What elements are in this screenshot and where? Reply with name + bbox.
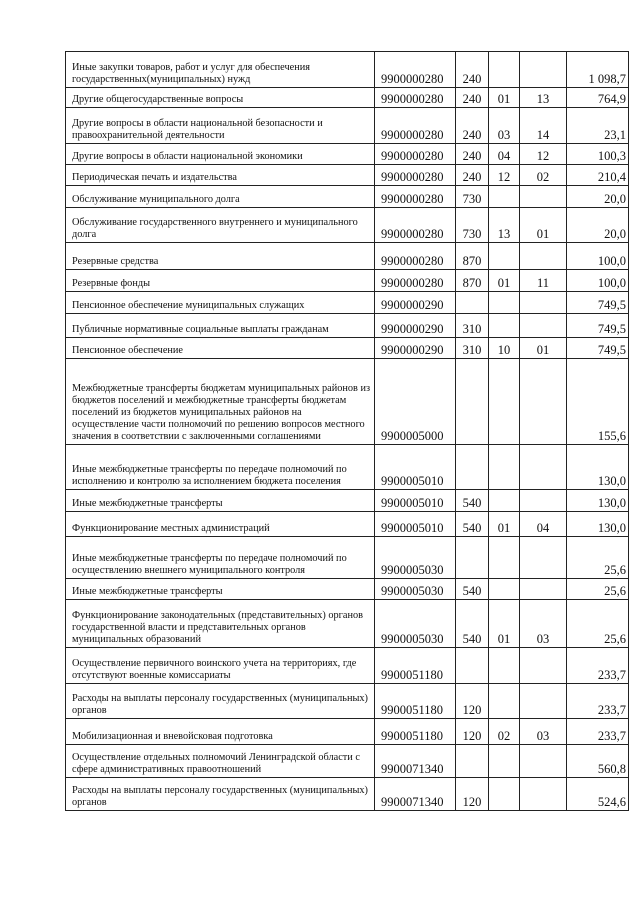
- row-amount: 20,0: [567, 186, 629, 208]
- row-target-code: 9900071340: [375, 778, 456, 811]
- row-amount: 130,0: [567, 490, 629, 512]
- row-section: [489, 648, 520, 684]
- row-section: 01: [489, 270, 520, 292]
- row-expense-type: 310: [456, 314, 489, 338]
- row-section: [489, 186, 520, 208]
- row-amount: 233,7: [567, 648, 629, 684]
- row-subsection: 03: [520, 600, 567, 648]
- row-expense-type: 120: [456, 684, 489, 719]
- table-row: [66, 108, 629, 144]
- row-subsection: 03: [520, 719, 567, 745]
- row-subsection: 13: [520, 88, 567, 108]
- row-target-code: 9900051180: [375, 719, 456, 745]
- row-target-code: 9900005010: [375, 512, 456, 537]
- table-row: [66, 314, 629, 338]
- table-row: [66, 292, 629, 314]
- row-description: Осуществление отдельных полномочий Ленинградской области с сфере административных правоотношений: [66, 745, 375, 778]
- row-amount: 130,0: [567, 445, 629, 490]
- row-expense-type: 870: [456, 270, 489, 292]
- table-row: [66, 52, 629, 88]
- row-description: Межбюджетные трансферты бюджетам муниципальных районов из бюджетов поселений и межбюджетные трансферты бюджетам поселений из бюджетов муниципальных районов на осуществление части полномочий по решению вопросов местного значения в соответствии с заключенными соглашениями: [66, 359, 375, 445]
- row-section: [489, 684, 520, 719]
- table-row: [66, 778, 629, 811]
- row-section: [489, 778, 520, 811]
- row-target-code: 9900000280: [375, 108, 456, 144]
- row-expense-type: [456, 648, 489, 684]
- row-amount: 1 098,7: [567, 52, 629, 88]
- row-description: Публичные нормативные социальные выплаты гражданам: [66, 314, 375, 338]
- row-target-code: 9900005010: [375, 490, 456, 512]
- row-subsection: [520, 292, 567, 314]
- row-expense-type: 540: [456, 600, 489, 648]
- row-target-code: 9900000280: [375, 165, 456, 186]
- row-expense-type: 540: [456, 579, 489, 600]
- row-description: Другие вопросы в области национальной экономики: [66, 144, 375, 165]
- row-amount: 100,0: [567, 243, 629, 270]
- row-description: Резервные фонды: [66, 270, 375, 292]
- row-expense-type: 540: [456, 490, 489, 512]
- row-description: Пенсионное обеспечение: [66, 338, 375, 359]
- table-row: [66, 270, 629, 292]
- row-target-code: 9900000280: [375, 186, 456, 208]
- row-target-code: 9900000290: [375, 338, 456, 359]
- table-row: [66, 490, 629, 512]
- table-row: [66, 165, 629, 186]
- table-row: [66, 88, 629, 108]
- row-amount: 560,8: [567, 745, 629, 778]
- row-description: Иные закупки товаров, работ и услуг для обеспечения государственных(муниципальных) нужд: [66, 52, 375, 88]
- row-subsection: [520, 684, 567, 719]
- row-expense-type: [456, 445, 489, 490]
- row-target-code: 9900000280: [375, 208, 456, 243]
- row-amount: 233,7: [567, 719, 629, 745]
- row-subsection: [520, 52, 567, 88]
- row-target-code: 9900005010: [375, 445, 456, 490]
- row-section: 02: [489, 719, 520, 745]
- row-target-code: 9900000280: [375, 52, 456, 88]
- row-section: [489, 52, 520, 88]
- row-subsection: [520, 186, 567, 208]
- row-target-code: 9900000290: [375, 292, 456, 314]
- row-section: [489, 537, 520, 579]
- row-section: 01: [489, 512, 520, 537]
- row-expense-type: 240: [456, 165, 489, 186]
- row-section: [489, 292, 520, 314]
- row-section: [489, 579, 520, 600]
- row-amount: 100,3: [567, 144, 629, 165]
- row-section: 04: [489, 144, 520, 165]
- row-target-code: 9900000280: [375, 270, 456, 292]
- row-subsection: [520, 579, 567, 600]
- row-target-code: 9900051180: [375, 684, 456, 719]
- budget-table-body: [66, 52, 629, 811]
- row-description: Другие общегосударственные вопросы: [66, 88, 375, 108]
- row-amount: 25,6: [567, 579, 629, 600]
- row-expense-type: 310: [456, 338, 489, 359]
- row-subsection: [520, 359, 567, 445]
- row-amount: 749,5: [567, 292, 629, 314]
- row-section: 12: [489, 165, 520, 186]
- table-row: [66, 338, 629, 359]
- row-amount: 20,0: [567, 208, 629, 243]
- row-expense-type: [456, 537, 489, 579]
- row-target-code: 9900005000: [375, 359, 456, 445]
- row-section: 03: [489, 108, 520, 144]
- row-description: Иные межбюджетные трансферты: [66, 490, 375, 512]
- row-description: Осуществление первичного воинского учета на территориях, где отсутствуют военные комиссариаты: [66, 648, 375, 684]
- row-expense-type: 730: [456, 186, 489, 208]
- row-target-code: 9900000280: [375, 144, 456, 165]
- row-amount: 25,6: [567, 537, 629, 579]
- row-expense-type: 240: [456, 108, 489, 144]
- row-subsection: [520, 648, 567, 684]
- row-expense-type: 240: [456, 144, 489, 165]
- table-row: [66, 186, 629, 208]
- row-amount: 233,7: [567, 684, 629, 719]
- row-description: Резервные средства: [66, 243, 375, 270]
- row-amount: 23,1: [567, 108, 629, 144]
- row-section: [489, 359, 520, 445]
- table-row: [66, 600, 629, 648]
- row-expense-type: 240: [456, 52, 489, 88]
- row-section: 01: [489, 600, 520, 648]
- row-description: Расходы на выплаты персоналу государственных (муниципальных) органов: [66, 778, 375, 811]
- row-subsection: 14: [520, 108, 567, 144]
- row-description: Обслуживание государственного внутреннего и муниципального долга: [66, 208, 375, 243]
- row-expense-type: 240: [456, 88, 489, 108]
- row-subsection: [520, 745, 567, 778]
- table-row: [66, 144, 629, 165]
- row-section: [489, 314, 520, 338]
- row-expense-type: 540: [456, 512, 489, 537]
- row-subsection: 02: [520, 165, 567, 186]
- row-amount: 524,6: [567, 778, 629, 811]
- row-description: Функционирование законодательных (представительных) органов государственной власти и представительных органов муниципальных образований: [66, 600, 375, 648]
- row-amount: 100,0: [567, 270, 629, 292]
- row-description: Расходы на выплаты персоналу государственных (муниципальных) органов: [66, 684, 375, 719]
- row-section: 01: [489, 88, 520, 108]
- row-section: [489, 490, 520, 512]
- row-subsection: 12: [520, 144, 567, 165]
- row-amount: 25,6: [567, 600, 629, 648]
- table-row: [66, 537, 629, 579]
- row-target-code: 9900051180: [375, 648, 456, 684]
- row-target-code: 9900000280: [375, 88, 456, 108]
- table-row: [66, 648, 629, 684]
- row-subsection: [520, 778, 567, 811]
- row-section: [489, 243, 520, 270]
- row-expense-type: 120: [456, 778, 489, 811]
- row-subsection: [520, 243, 567, 270]
- row-section: 10: [489, 338, 520, 359]
- row-section: 13: [489, 208, 520, 243]
- table-row: [66, 745, 629, 778]
- row-section: [489, 745, 520, 778]
- row-target-code: 9900000280: [375, 243, 456, 270]
- row-target-code: 9900000290: [375, 314, 456, 338]
- row-expense-type: 120: [456, 719, 489, 745]
- row-expense-type: [456, 292, 489, 314]
- row-description: Обслуживание муниципального долга: [66, 186, 375, 208]
- row-target-code: 9900071340: [375, 745, 456, 778]
- row-description: Периодическая печать и издательства: [66, 165, 375, 186]
- row-description: Мобилизационная и вневойсковая подготовка: [66, 719, 375, 745]
- row-description: Пенсионное обеспечение муниципальных служащих: [66, 292, 375, 314]
- row-target-code: 9900005030: [375, 600, 456, 648]
- row-amount: 749,5: [567, 314, 629, 338]
- row-expense-type: 730: [456, 208, 489, 243]
- budget-table: [65, 51, 629, 811]
- table-row: [66, 719, 629, 745]
- table-row: [66, 243, 629, 270]
- row-description: Другие вопросы в области национальной безопасности и правоохранительной деятельности: [66, 108, 375, 144]
- row-subsection: [520, 445, 567, 490]
- row-description: Иные межбюджетные трансферты по передаче полномочий по исполнению и контролю за исполнением бюджета поселения: [66, 445, 375, 490]
- row-description: Иные межбюджетные трансферты по передаче полномочий по осуществлению внешнего муниципального контроля: [66, 537, 375, 579]
- row-amount: 155,6: [567, 359, 629, 445]
- row-amount: 749,5: [567, 338, 629, 359]
- row-subsection: 01: [520, 338, 567, 359]
- table-row: [66, 684, 629, 719]
- row-subsection: 04: [520, 512, 567, 537]
- row-description: Иные межбюджетные трансферты: [66, 579, 375, 600]
- table-row: [66, 208, 629, 243]
- table-row: [66, 579, 629, 600]
- table-row: [66, 512, 629, 537]
- row-subsection: 01: [520, 208, 567, 243]
- table-row: [66, 445, 629, 490]
- row-amount: 210,4: [567, 165, 629, 186]
- row-subsection: 11: [520, 270, 567, 292]
- row-expense-type: 870: [456, 243, 489, 270]
- row-expense-type: [456, 359, 489, 445]
- table-row: [66, 359, 629, 445]
- row-description: Функционирование местных администраций: [66, 512, 375, 537]
- row-amount: 764,9: [567, 88, 629, 108]
- row-subsection: [520, 537, 567, 579]
- row-target-code: 9900005030: [375, 537, 456, 579]
- row-expense-type: [456, 745, 489, 778]
- row-target-code: 9900005030: [375, 579, 456, 600]
- row-subsection: [520, 490, 567, 512]
- row-subsection: [520, 314, 567, 338]
- row-amount: 130,0: [567, 512, 629, 537]
- row-section: [489, 445, 520, 490]
